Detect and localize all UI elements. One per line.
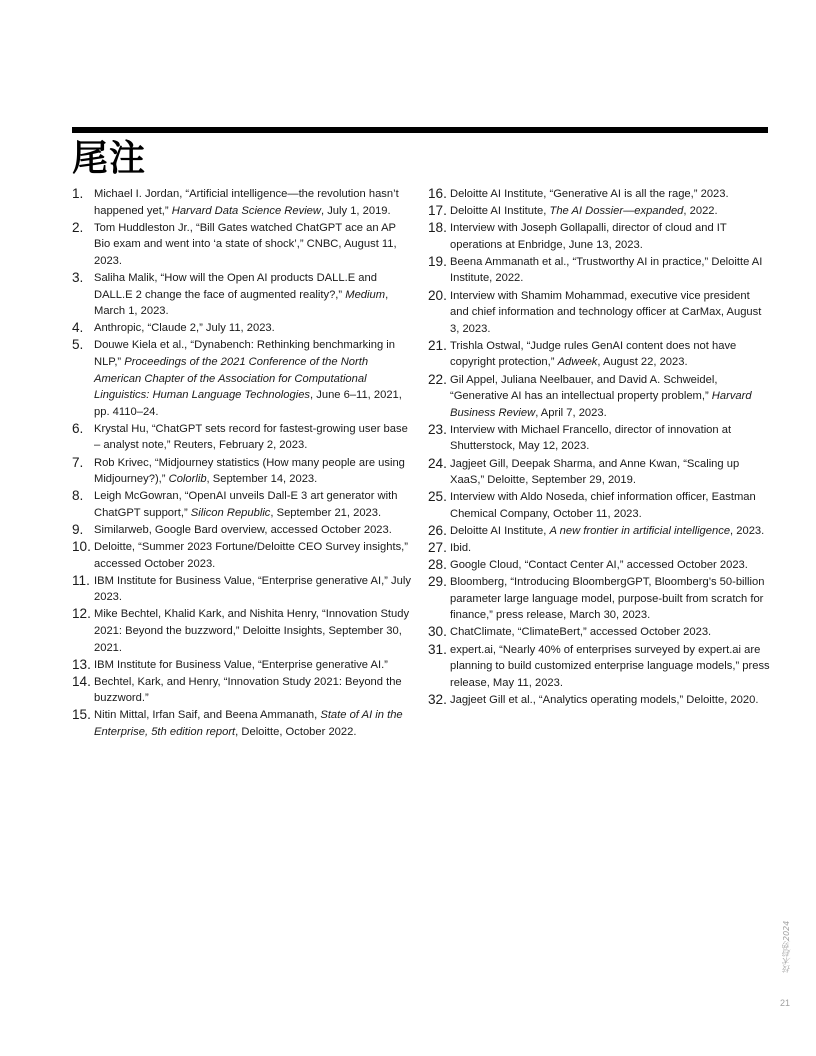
endnote-source-title: Silicon Republic (190, 506, 271, 519)
endnote-segment: Beena Ammanath et al., “Trustworthy AI in practice,” Deloitte AI Institute, 2022. (450, 255, 763, 285)
endnote-text (450, 523, 770, 540)
endnote-text (450, 254, 770, 287)
endnote-item (428, 338, 770, 371)
endnote-segment: Gil Appel, Juliana Neelbauer, and David A. Schweidel, “Generative AI has an intellectual property problem,” (450, 373, 718, 403)
endnote-segment: Nitin Mittal, Irfan Saif, and Beena Ammanath, (94, 709, 321, 722)
endnote-source-title: Proceedings of the 2021 Conference of the North American Chapter of the Association for Computational Linguistics: Human Language Technologies (94, 355, 369, 402)
endnote-segment: Jagjeet Gill et al., “Analytics operating models,” Deloitte, 2020. (450, 693, 759, 706)
endnote-segment: Tom Huddleston Jr., “Bill Gates watched ChatGPT ace an AP Bio exam and went into ‘a state of shock’,” CNBC, August 11, 2023. (94, 221, 397, 267)
endnote-item (428, 624, 770, 641)
endnote-text (94, 657, 412, 674)
endnote-item (428, 203, 770, 220)
endnote-number: 14. (72, 673, 91, 689)
endnote-item (428, 557, 770, 574)
endnote-segment: , 2023. (730, 524, 765, 537)
endnote-number: 23. (428, 421, 447, 437)
endnote-number: 27. (428, 539, 447, 555)
endnote-text (94, 522, 412, 539)
endnote-number: 11. (72, 572, 90, 588)
endnote-text (94, 320, 412, 337)
endnote-segment: Douwe Kiela et al., “Dynabench: Rethinking benchmarking in NLP,” (94, 339, 395, 368)
endnote-item (72, 573, 412, 606)
endnote-text (450, 456, 770, 489)
endnote-segment: Anthropic, “Claude 2,” July 11, 2023. (94, 322, 275, 335)
endnote-source-title: Adweek (557, 356, 598, 369)
endnote-segment: Interview with Shamim Mohammad, executive vice president and chief information and technology officer at CarMax, August 3, 2023. (450, 289, 762, 335)
endnote-segment: Trishla Ostwal, “Judge rules GenAI content does not have copyright protection,” (450, 339, 737, 369)
endnote-item (428, 456, 770, 489)
endnote-text (450, 372, 770, 422)
endnote-number: 9. (72, 521, 84, 537)
endnote-segment: Deloitte, “Summer 2023 Fortune/Deloitte CEO Survey insights,” accessed October 2023. (94, 540, 408, 570)
endnote-number: 2. (72, 219, 84, 235)
endnote-number: 15. (72, 707, 91, 723)
endnote-segment: ChatClimate, “ClimateBert,” accessed October 2023. (450, 626, 712, 639)
endnote-item (72, 606, 412, 656)
endnote-item (428, 489, 770, 522)
endnote-number: 21. (428, 337, 447, 353)
endnote-source-title: Harvard Business Review (450, 390, 752, 419)
endnote-segment: expert.ai, “Nearly 40% of enterprises surveyed by expert.ai are planning to build customized enterprise language models,” press release, May 11, 2023. (450, 643, 770, 689)
endnote-item (428, 220, 770, 253)
endnote-item (72, 337, 412, 420)
endnote-number: 3. (72, 269, 84, 285)
side-label: 技术趋势2024 (782, 920, 791, 974)
endnote-text (94, 539, 412, 572)
endnote-source-title: Colorlib (168, 473, 207, 486)
endnote-source-title: State of AI in the Enterprise, 5th edition report (94, 709, 403, 738)
endnote-text (94, 707, 412, 740)
endnote-number: 1. (72, 186, 84, 201)
endnotes-right-column (428, 186, 770, 709)
endnote-segment: Bechtel, Kark, and Henry, “Innovation Study 2021: Beyond the buzzword.” (94, 675, 402, 705)
endnote-text (94, 606, 412, 656)
endnote-segment: , Deloitte, October 2022. (235, 726, 357, 738)
endnote-number: 5. (72, 337, 84, 353)
endnote-text (450, 220, 770, 253)
endnote-number: 22. (428, 371, 447, 387)
endnote-segment: Michael I. Jordan, “Artificial intelligence—the revolution hasn’t happened yet,” (94, 188, 399, 217)
endnote-segment: Similarweb, Google Bard overview, accessed October 2023. (94, 523, 392, 536)
endnote-number: 4. (72, 320, 84, 336)
endnote-segment: Bloomberg, “Introducing BloombergGPT, Bloomberg’s 50-billion parameter large language model, purpose-built from scratch for finance,” press release, March 30, 2023. (450, 576, 765, 622)
endnote-text (450, 422, 770, 455)
endnote-number: 29. (428, 574, 447, 590)
endnote-segment: Ibid. (450, 541, 472, 554)
endnote-item (428, 288, 770, 338)
endnote-text (94, 421, 412, 454)
endnote-segment: Rob Krivec, “Midjourney statistics (How many people are using Midjourney?),” (94, 456, 405, 486)
endnote-number: 13. (72, 656, 91, 672)
endnote-item (428, 540, 770, 557)
endnote-text (450, 540, 770, 557)
endnote-text (94, 220, 412, 270)
endnote-source-title: Medium (345, 288, 386, 301)
endnote-number: 32. (428, 691, 447, 707)
endnote-number: 26. (428, 522, 447, 538)
endnote-item (72, 522, 412, 539)
endnote-number: 24. (428, 455, 447, 471)
endnote-segment: , April 7, 2023. (535, 406, 607, 419)
endnote-item (428, 186, 770, 203)
endnote-segment: , September 21, 2023. (270, 506, 382, 519)
endnote-text (450, 557, 770, 574)
endnote-number: 17. (428, 203, 447, 219)
endnote-item (428, 523, 770, 540)
endnote-text (450, 338, 770, 371)
endnote-segment: Interview with Aldo Noseda, chief information officer, Eastman Chemical Company, October 11, 2023. (450, 491, 756, 520)
endnote-item (72, 270, 412, 320)
page-title: 尾注 (72, 138, 147, 179)
endnote-segment: IBM Institute for Business Value, “Enterprise generative AI.” (94, 658, 388, 671)
endnote-text (450, 574, 770, 624)
top-rule (72, 127, 768, 133)
endnote-item (72, 455, 412, 488)
endnote-number: 31. (428, 641, 447, 657)
endnote-item (72, 674, 412, 707)
endnote-segment: IBM Institute for Business Value, “Enterprise generative AI,” July 2023. (94, 574, 411, 604)
endnote-item (72, 186, 412, 219)
endnote-number: 8. (72, 488, 84, 504)
endnote-text (450, 624, 770, 641)
endnote-segment: Krystal Hu, “ChatGPT sets record for fastest-growing user base – analyst note,” Reuters, February 2, 2023. (94, 422, 408, 452)
endnote-source-title: A new frontier in artificial intelligence (549, 524, 731, 537)
endnote-segment: Interview with Joseph Gollapalli, director of cloud and IT operations at Enbridge, June 13, 2023. (450, 222, 727, 251)
endnote-text (94, 674, 412, 707)
endnote-segment: Deloitte AI Institute, (450, 524, 550, 537)
endnote-segment: , July 1, 2019. (320, 204, 391, 217)
endnote-number: 6. (72, 420, 84, 436)
endnote-segment: , August 22, 2023. (597, 356, 688, 369)
endnote-item (428, 422, 770, 455)
endnote-segment: Mike Bechtel, Khalid Kark, and Nishita Henry, “Innovation Study 2021: Beyond the buzzword,” Deloitte Insights, September 30, 2021. (94, 608, 410, 654)
endnote-item (428, 692, 770, 709)
endnote-text (450, 288, 770, 338)
endnote-text (450, 642, 770, 692)
endnote-text (94, 455, 412, 488)
endnote-segment: , March 1, 2023. (94, 288, 389, 318)
endnote-item (72, 320, 412, 337)
endnote-text (94, 186, 412, 219)
endnote-text (94, 573, 412, 606)
endnote-number: 30. (428, 624, 447, 640)
endnote-segment: , 2022. (683, 205, 718, 218)
endnote-text (94, 488, 412, 521)
endnote-number: 20. (428, 287, 447, 303)
endnote-item (72, 707, 412, 740)
endnote-segment: Leigh McGowran, “OpenAI unveils Dall-E 3 art generator with ChatGPT support,” (94, 490, 398, 519)
endnote-item (72, 657, 412, 674)
endnote-segment: Deloitte AI Institute, (450, 205, 550, 218)
endnote-source-title: The AI Dossier—expanded (549, 205, 684, 218)
endnote-segment: , September 14, 2023. (206, 473, 318, 486)
endnote-number: 12. (72, 606, 91, 622)
page-number: 21 (780, 998, 791, 1008)
endnote-number: 25. (428, 489, 447, 505)
endnote-item (72, 539, 412, 572)
endnote-text (94, 270, 412, 320)
endnote-text (94, 337, 412, 420)
endnote-text (450, 692, 770, 709)
endnote-text (450, 489, 770, 522)
endnote-item (428, 574, 770, 624)
endnote-number: 28. (428, 557, 447, 573)
endnote-segment: Jagjeet Gill, Deepak Sharma, and Anne Kwan, “Scaling up XaaS,” Deloitte, September 29, 2019. (450, 457, 740, 487)
endnote-segment: Google Cloud, “Contact Center AI,” accessed October 2023. (450, 559, 748, 572)
endnote-text (450, 186, 770, 203)
endnote-number: 16. (428, 186, 447, 201)
endnote-number: 18. (428, 220, 447, 236)
endnote-segment: , June 6–11, 2021, pp. 4110–24. (94, 389, 402, 418)
endnote-number: 7. (72, 454, 84, 470)
endnote-item (428, 372, 770, 422)
endnote-item (428, 254, 770, 287)
endnote-item (428, 642, 770, 692)
endnote-number: 10. (72, 538, 91, 554)
endnote-source-title: Harvard Data Science Review (171, 204, 321, 217)
endnote-item (72, 220, 412, 270)
endnote-item (72, 421, 412, 454)
endnote-number: 19. (428, 253, 447, 269)
endnote-segment: Deloitte AI Institute, “Generative AI is all the rage,” 2023. (450, 188, 729, 200)
endnote-segment: Saliha Malik, “How will the Open AI products DALL.E and DALL.E 2 change the face of augmented reality?,” (94, 271, 377, 301)
endnote-text (450, 203, 770, 220)
endnotes-left-column (72, 186, 412, 741)
endnote-item (72, 488, 412, 521)
endnote-segment: Interview with Michael Francello, director of innovation at Shutterstock, May 12, 2023. (450, 423, 732, 453)
